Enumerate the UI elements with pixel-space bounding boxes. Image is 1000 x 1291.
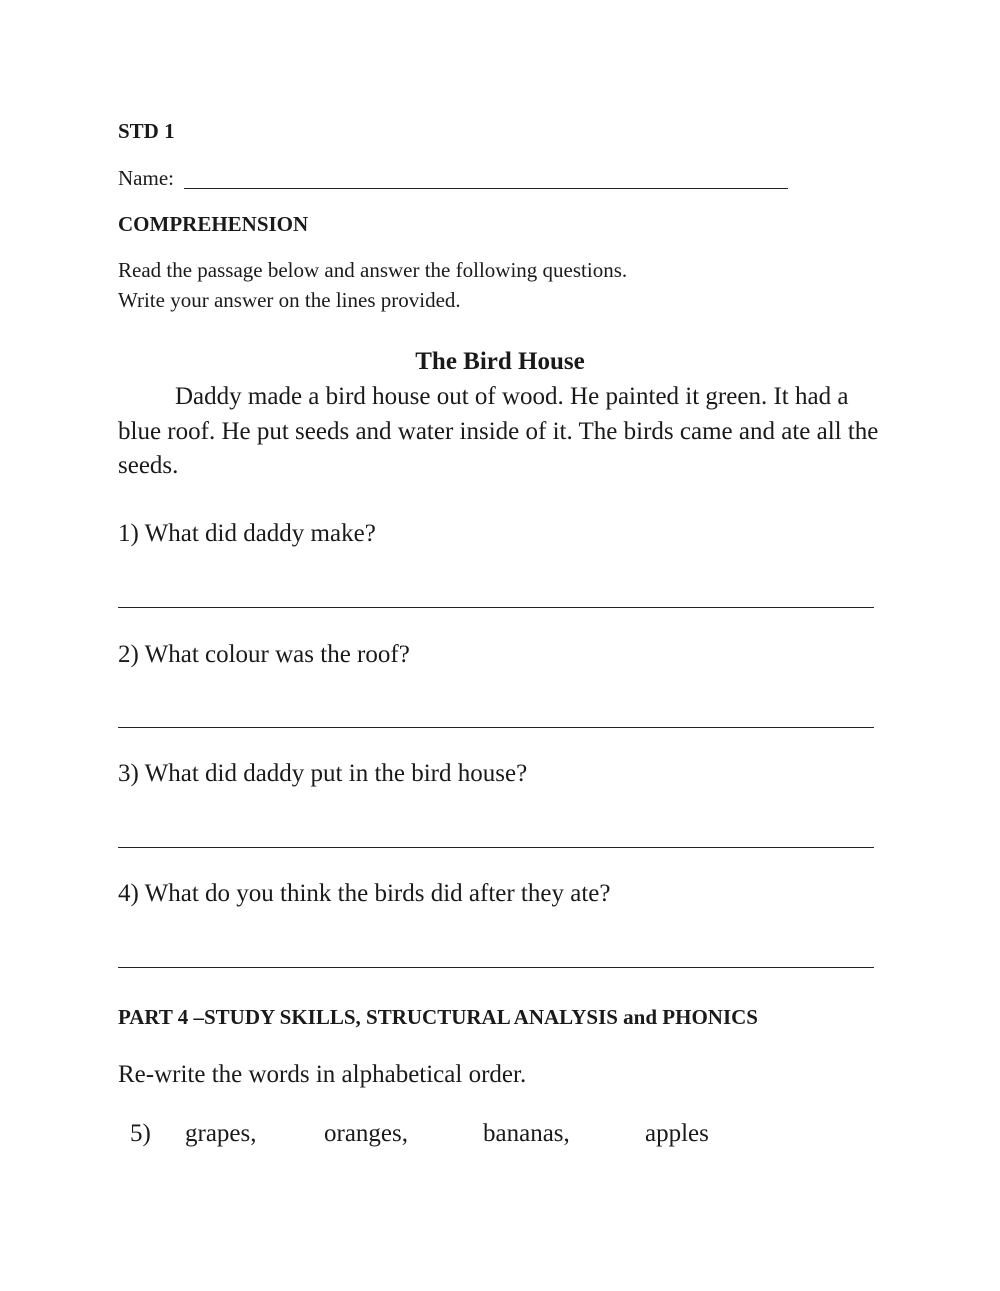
answer-line-2[interactable] bbox=[118, 727, 874, 728]
word-grapes: grapes, bbox=[185, 1120, 257, 1147]
answer-line-4[interactable] bbox=[118, 967, 874, 968]
question-1: 1) What did daddy make? bbox=[118, 520, 376, 547]
word-oranges: oranges, bbox=[324, 1120, 408, 1147]
name-answer-line[interactable] bbox=[184, 188, 788, 189]
part4-heading: PART 4 –STUDY SKILLS, STRUCTURAL ANALYSIS and PHONICS bbox=[118, 1005, 758, 1029]
answer-line-1[interactable] bbox=[118, 607, 874, 608]
instruction-line-1: Read the passage below and answer the following questions. bbox=[118, 258, 628, 282]
grade-label: STD 1 bbox=[118, 119, 175, 143]
word-bananas: bananas, bbox=[483, 1120, 570, 1147]
question-2: 2) What colour was the roof? bbox=[118, 641, 410, 668]
word-apples: apples bbox=[645, 1120, 709, 1147]
item-number-5: 5) bbox=[130, 1120, 151, 1147]
section-heading: COMPREHENSION bbox=[118, 212, 309, 236]
name-label: Name: bbox=[118, 166, 174, 190]
part4-instruction: Re-write the words in alphabetical order. bbox=[118, 1061, 527, 1088]
instruction-line-2: Write your answer on the lines provided. bbox=[118, 288, 461, 312]
question-4: 4) What do you think the birds did after they ate? bbox=[118, 880, 611, 907]
question-3: 3) What did daddy put in the bird house? bbox=[118, 760, 528, 787]
answer-line-3[interactable] bbox=[118, 847, 874, 848]
passage-title: The Bird House bbox=[415, 348, 585, 375]
passage-text: Daddy made a bird house out of wood. He painted it green. It had a blue roof. He put seeds and water inside of it. The birds came and ate all the seeds. bbox=[118, 383, 879, 479]
